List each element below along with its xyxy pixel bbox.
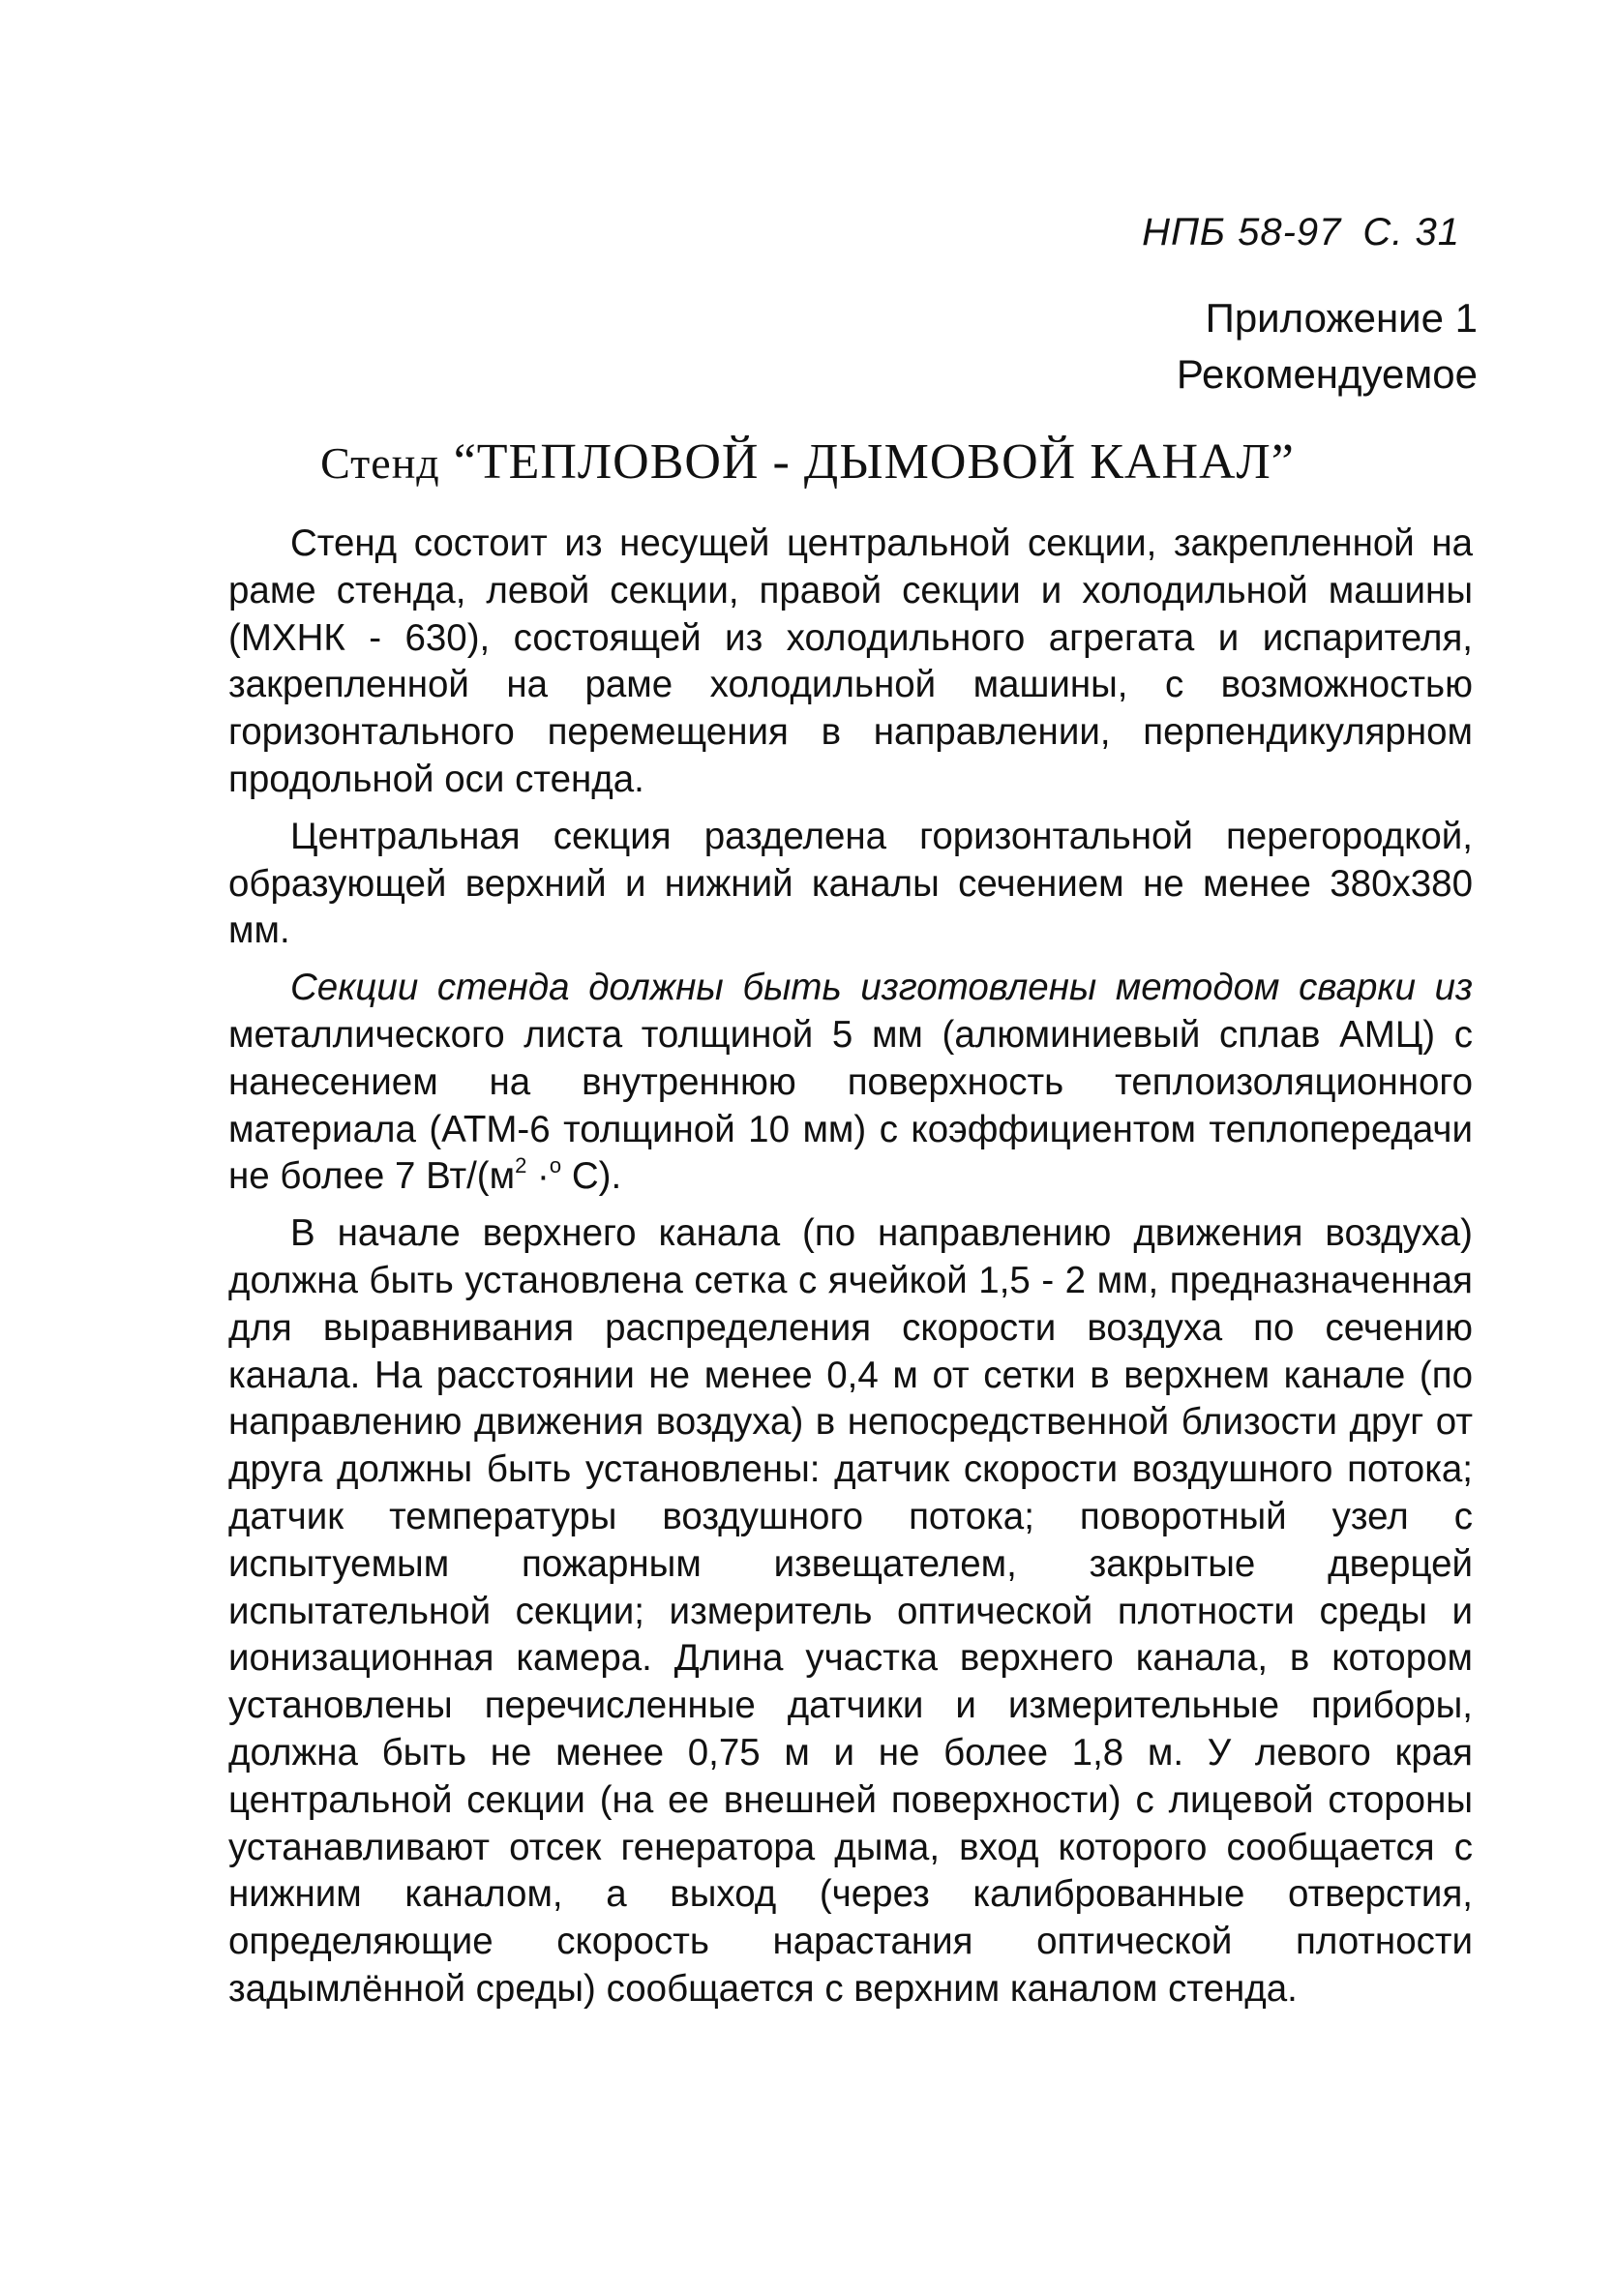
paragraph-3-italic: Секции стенда должны быть изготовлены методом сварки из <box>290 967 1473 1009</box>
appendix-number: Приложение 1 <box>1205 295 1478 341</box>
title-name: “ТЕПЛОВОЙ - ДЫМОВОЙ КАНАЛ” <box>453 434 1295 490</box>
page-number: С. 31 <box>1362 211 1460 253</box>
appendix-label <box>1177 290 1478 403</box>
degree-mark: о <box>549 1153 562 1178</box>
paragraph-3-text: металлического листа толщиной 5 мм (алюминиевый сплав АМЦ) с нанесением на внутреннюю поверхность теплоизоляционного материала (АТМ-6 толщиной 10 мм) с коэффициентом теплопередачи не более 7 Вт/(м <box>228 1013 1473 1198</box>
page-header <box>1142 211 1460 254</box>
title-prefix: Стенд <box>320 438 440 488</box>
paragraph-1: Стенд состоит из несущей центральной секции, закрепленной на раме стенда, левой секции, правой секции и холодильной машины (МХНК - 630), состоящей из холодильного агрегата и испарителя, закрепленной на раме холодильной машины, с возможностью горизонтального перемещения в направлении, перпендикулярном продольной оси стенда. <box>228 522 1473 800</box>
appendix-status: Рекомендуемое <box>1176 351 1478 397</box>
section-title <box>0 433 1615 491</box>
paragraph-2: Центральная секция разделена горизонтальной перегородкой, образующей верхний и нижний каналы сечением не менее 380x380 мм. <box>228 815 1473 952</box>
body-text <box>228 521 1473 2013</box>
paragraph-4: В начале верхнего канала (по направлению движения воздуха) должна быть установлена сетка с ячейкой 1,5 - 2 мм, предназначенная для выравнивания распределения скорости воздуха по сечению канала. На расстоянии не менее 0,4 м от сетки в верхнем канале (по направлению движения воздуха) в непосредственной близости друг от друга должны быть установлены: датчик скорости воздушного потока; датчик температуры воздушного потока; поворотный узел с испытуемым пожарным извещателем, закрытые дверцей испытательной секции; измеритель оптической плотности среды и ионизационная камера. Длина участка верхнего канала, в котором установлены перечисленные датчики и измерительные приборы, должна быть не менее 0,75 м и не более 1,8 м. У левого края центральной секции (на ее внешней поверхности) с лицевой стороны устанавливают отсек генератора дыма, вход которого сообщается с нижним каналом, а выход (через калиброванные отверстия, определяющие скорость нарастания оптической плотности задымлённой среды) сообщается с верхним каналом стенда. <box>228 1212 1473 2010</box>
paragraph-3 <box>228 965 1473 1201</box>
paragraph-3-end: С). <box>561 1155 622 1198</box>
superscript-2: 2 <box>515 1153 527 1178</box>
document-code: НПБ 58-97 <box>1142 211 1342 253</box>
paragraph-3-dot: · <box>526 1155 550 1198</box>
